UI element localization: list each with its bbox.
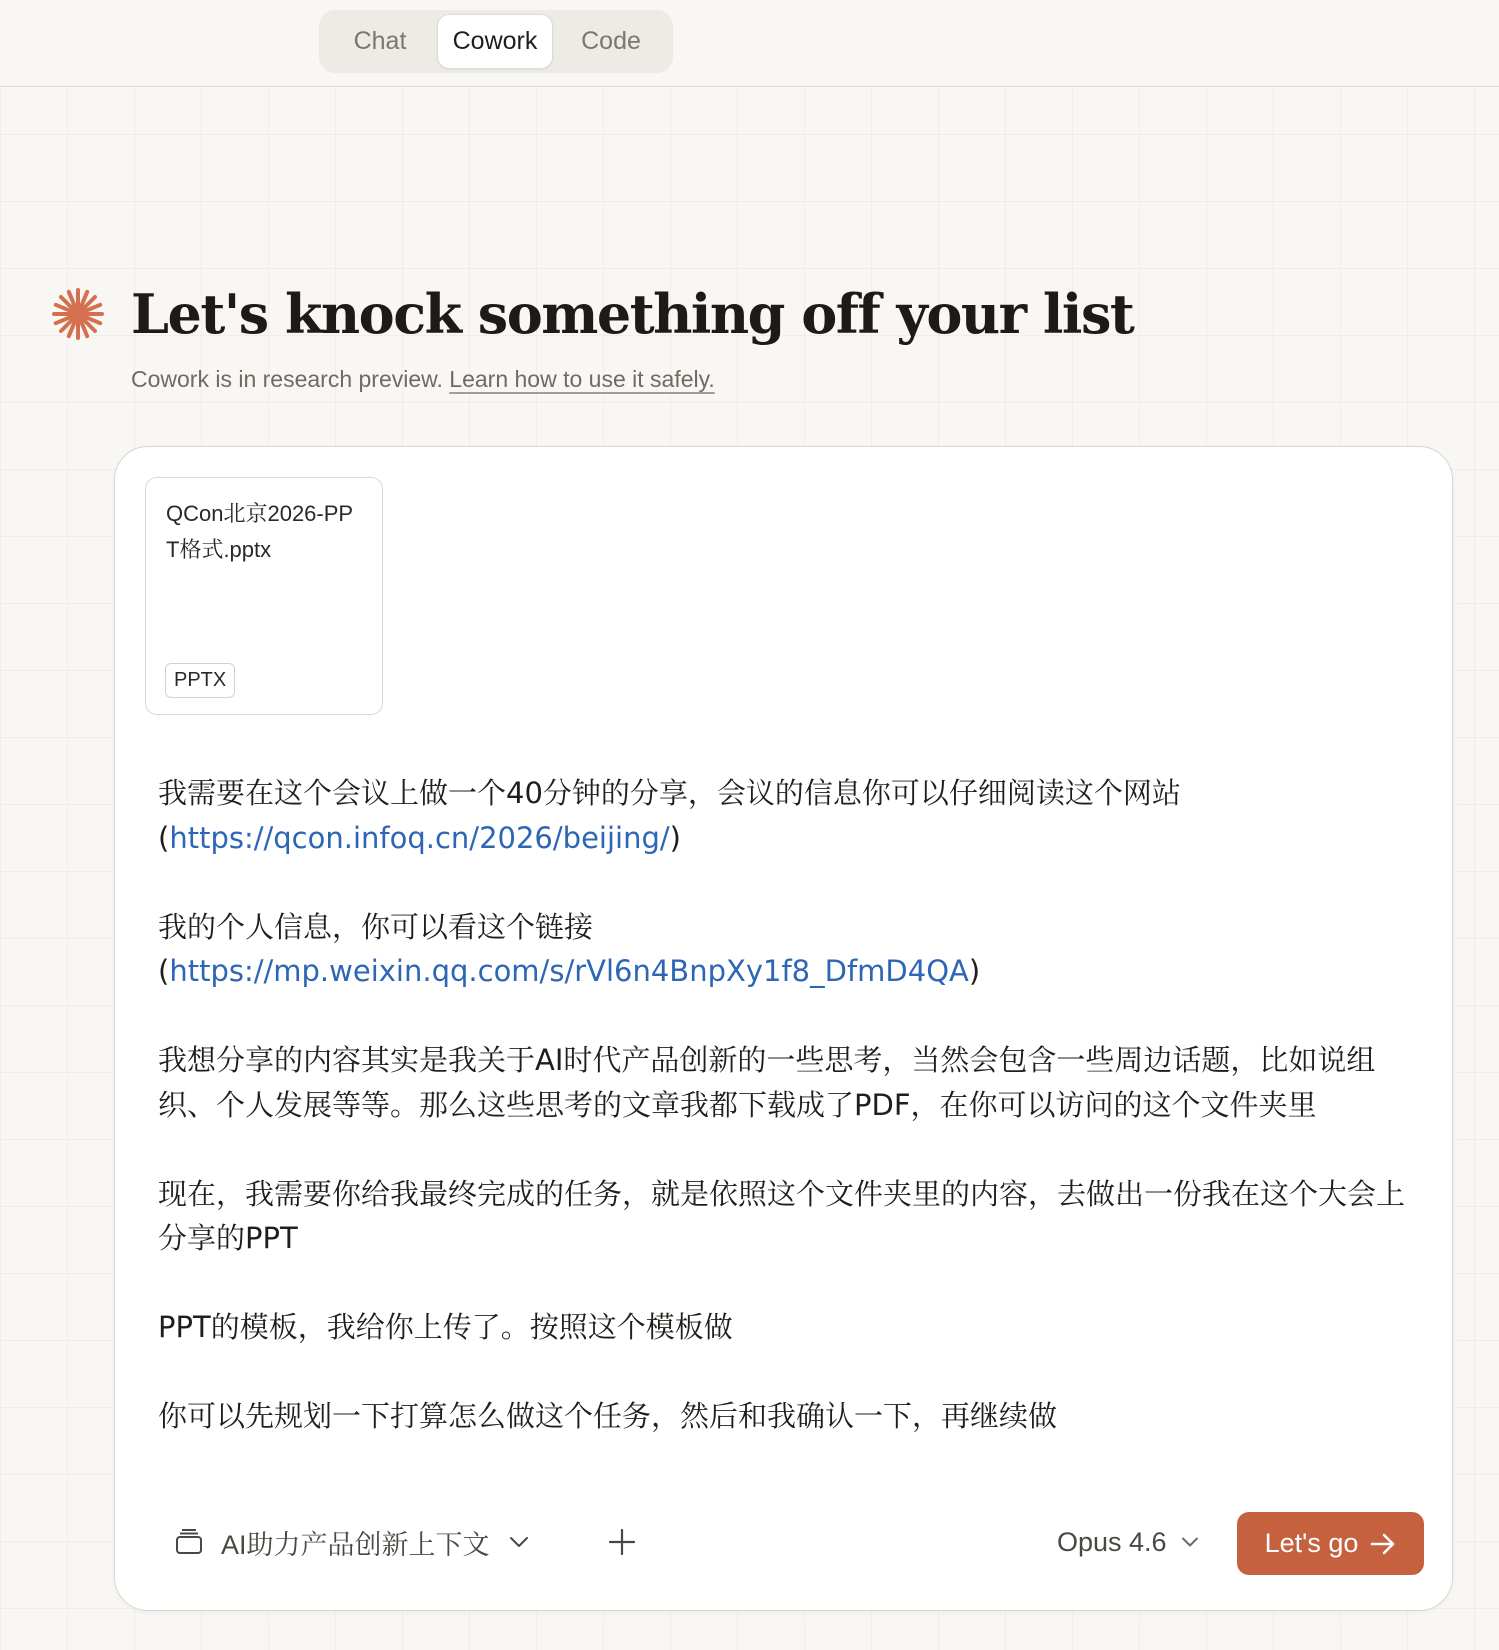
project-label: AI助力产品创新上下文 bbox=[221, 1529, 490, 1560]
add-button[interactable] bbox=[597, 1517, 647, 1567]
page-title: Let's knock something off your list bbox=[131, 282, 1134, 346]
arrow-right-icon bbox=[1370, 1532, 1396, 1556]
prompt-paragraph: 你可以先规划一下打算怎么做这个任务，然后和我确认一下，再继续做 bbox=[158, 1399, 1058, 1433]
profile-link[interactable]: https://mp.weixin.qq.com/s/rVl6n4BnpXy1f8_DfmD4QA bbox=[169, 954, 969, 988]
top-bar bbox=[0, 0, 1499, 87]
attachment-filename: QCon北京2026-PPT格式.pptx bbox=[166, 501, 354, 562]
project-selector[interactable] bbox=[173, 1517, 530, 1567]
file-type-badge: PPTX bbox=[165, 663, 235, 698]
tab-cowork[interactable]: Cowork bbox=[437, 14, 553, 69]
notice-text: Cowork is in research preview. bbox=[131, 366, 443, 392]
tab-chat[interactable]: Chat bbox=[353, 27, 407, 55]
prompt-paragraph: PPT的模板，我给你上传了。按照这个模板做 bbox=[158, 1310, 733, 1344]
chevron-down-icon bbox=[508, 1535, 530, 1549]
asterisk-burst-icon bbox=[50, 286, 106, 342]
prompt-text[interactable] bbox=[158, 771, 1408, 1439]
prompt-paragraph: 我需要在这个会议上做一个40分钟的分享，会议的信息你可以仔细阅读这个网站(https://qcon.infoq.cn/2026/beijing/) bbox=[158, 776, 1181, 855]
lets-go-button[interactable] bbox=[1237, 1512, 1424, 1575]
prompt-paragraph: 现在，我需要你给我最终完成的任务，就是依照这个文件夹里的内容，去做出一份我在这个大会上分享的PPT bbox=[158, 1176, 1406, 1255]
model-label: Opus 4.6 bbox=[1057, 1526, 1167, 1557]
research-preview-notice bbox=[131, 366, 715, 393]
attachment-card[interactable] bbox=[145, 477, 383, 715]
composer-card bbox=[114, 446, 1453, 1611]
plus-icon bbox=[607, 1527, 637, 1557]
conference-link[interactable]: https://qcon.infoq.cn/2026/beijing/ bbox=[169, 820, 670, 855]
go-label: Let's go bbox=[1264, 1528, 1359, 1558]
prompt-paragraph: 我想分享的内容其实是我关于AI时代产品创新的一些思考，当然会包含一些周边话题，比如说组织、个人发展等等。那么这些思考的文章我都下载成了PDF，在你可以访问的这个文件夹里 bbox=[158, 1043, 1376, 1122]
tab-code[interactable]: Code bbox=[581, 27, 641, 55]
prompt-paragraph: 我的个人信息，你可以看这个链接(https://mp.weixin.qq.com/s/rVl6n4BnpXy1f8_DfmD4QA) bbox=[158, 909, 981, 988]
model-selector[interactable] bbox=[1057, 1517, 1199, 1567]
folder-icon bbox=[173, 1526, 205, 1558]
learn-safety-link[interactable]: Learn how to use it safely. bbox=[449, 366, 715, 392]
chevron-down-icon bbox=[1181, 1536, 1199, 1548]
mode-switcher bbox=[319, 10, 673, 73]
